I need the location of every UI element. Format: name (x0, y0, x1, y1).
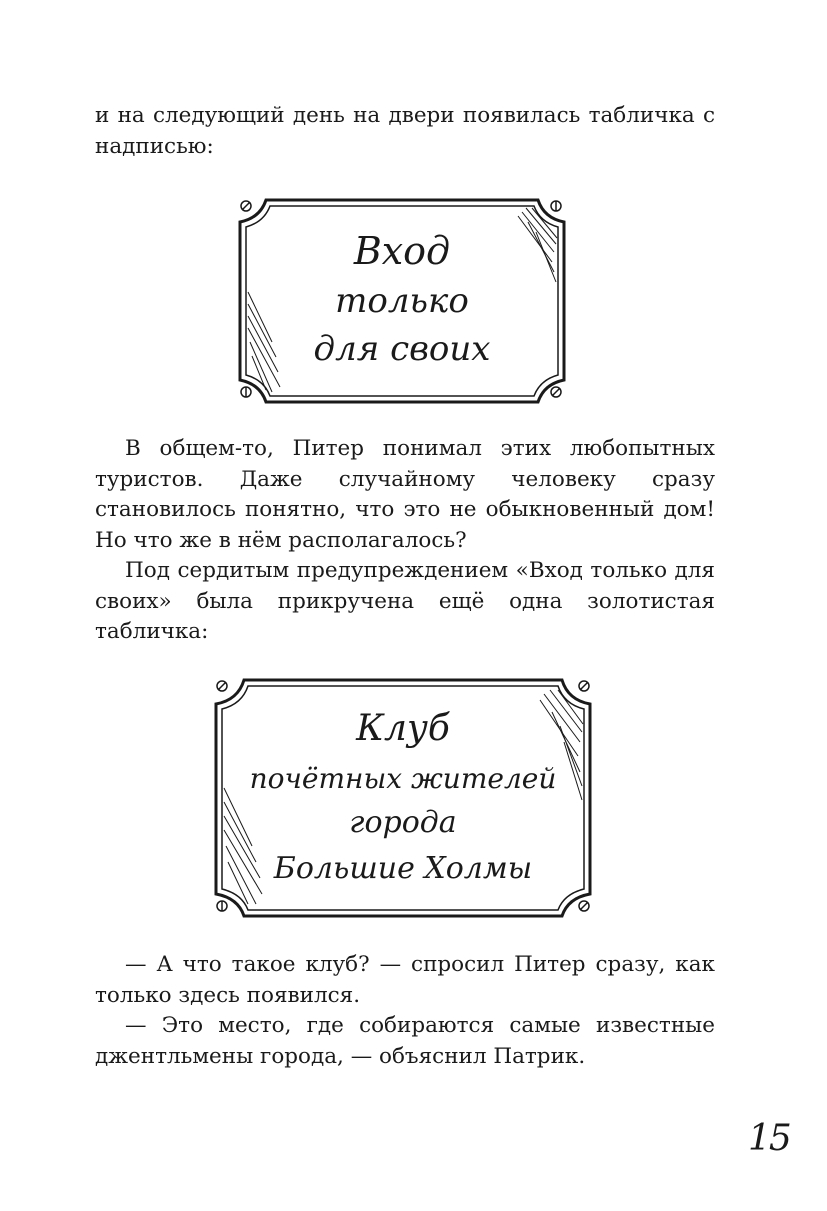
page-number: 15 (748, 1118, 790, 1159)
sign1-line3: для своих (313, 329, 491, 369)
paragraph-dialogue-answer: — Это место, где собираются самые известные джентльмены города, — объяснил Патрик. (95, 1013, 715, 1069)
paragraph-dialogue-question: — А что такое клуб? — спросил Питер сразу, как только здесь появился. (95, 952, 715, 1008)
plaque-frame-1 (232, 192, 572, 410)
screw-icon (241, 201, 251, 211)
paragraph-intro: и на следующий день на двери появилась табличка с надписью: (95, 103, 715, 159)
sign2-line4: Большие Холмы (273, 851, 533, 886)
sign-members-only (232, 192, 572, 410)
hatching-bottom-left (224, 788, 262, 904)
screw-icon (217, 681, 227, 691)
screw-icon (579, 681, 589, 691)
sign-club (208, 672, 598, 924)
sign2-line3: города (349, 805, 457, 840)
sign2-line2: почётных жителей (249, 762, 557, 795)
sign1-line2: только (335, 281, 469, 321)
screw-icon (579, 901, 589, 911)
paragraph-golden-plate: Под сердитым предупреждением «Вход только для своих» была прикручена ещё одна золотистая табличка: (95, 558, 715, 644)
screw-icon (241, 387, 251, 397)
screw-icon (551, 201, 561, 211)
screw-icon (551, 387, 561, 397)
paragraph-tourists: В общем-то, Питер понимал этих любопытных туристов. Даже случайному человеку сразу становилось понятно, что это не обыкновенный дом! Но что же в нём располагалось? (95, 436, 715, 553)
sign1-line1: Вход (353, 229, 451, 273)
plaque-frame-2 (208, 672, 598, 924)
hatching-top-right (518, 208, 557, 282)
screw-icon (217, 901, 227, 911)
sign2-line1: Клуб (356, 708, 450, 749)
